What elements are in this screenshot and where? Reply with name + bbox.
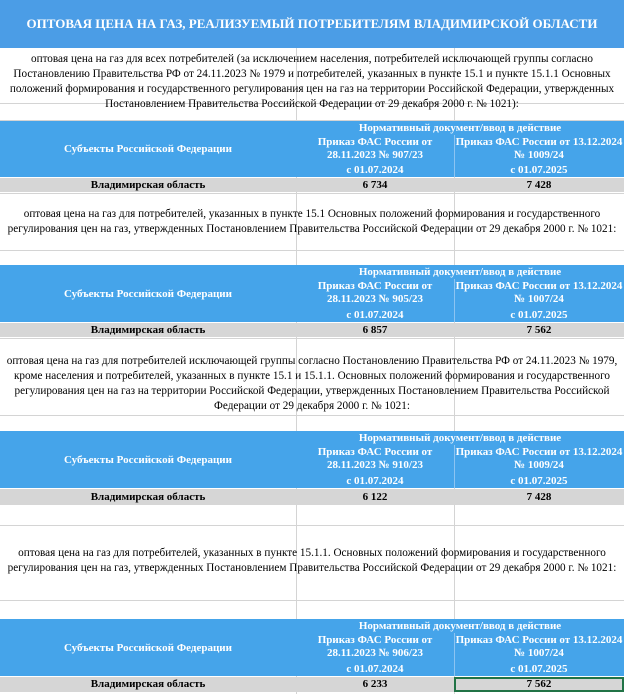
table-header — [0, 431, 624, 488]
subjects-header: Субъекты Российской Федерации — [64, 287, 232, 300]
region-cell[interactable]: Владимирская область — [90, 324, 206, 336]
page-title: ОПТОВАЯ ЦЕНА НА ГАЗ, РЕАЛИЗУЕМЫЙ ПОТРЕБИТЕЛЯМ ВЛАДИМИРСКОЙ ОБЛАСТИ — [0, 0, 624, 48]
region-cell[interactable]: Владимирская область — [90, 678, 206, 690]
grid-line — [0, 193, 624, 194]
table-header — [0, 619, 624, 676]
order-col1: Приказ ФАС России от 28.11.2023 № 905/23 — [317, 280, 433, 305]
normative-header: Нормативный документ/ввод в действие — [358, 620, 562, 632]
date-col2: с 01.07.2025 — [510, 475, 568, 487]
price-cell-2024[interactable]: 6 122 — [362, 491, 388, 503]
grid-line — [0, 600, 624, 601]
normative-header: Нормативный документ/ввод в действие — [358, 266, 562, 278]
date-col2: с 01.07.2025 — [510, 164, 568, 176]
date-col2: с 01.07.2025 — [510, 663, 568, 675]
section-description: оптовая цена на газ для потребителей исключающей группы согласно Постановлению Правительства РФ от 24.11.2023 № 1979, кроме населения и потребителей, указанных в пункте 15.1 и 15.1.1. Основных положений формирования и государственного регулирования цен на газ на территории Российской Федерации, утвержденных Постановлением Правительства Российской Федерации от 29 декабря 2000 г. № 1021: — [6, 355, 618, 412]
order-col2: Приказ ФАС России от 13.12.2024 № 1009/24 — [455, 136, 623, 161]
date-col1: с 01.07.2024 — [346, 663, 404, 675]
normative-header: Нормативный документ/ввод в действие — [358, 122, 562, 134]
order-col2: Приказ ФАС России от 13.12.2024 № 1009/24 — [455, 446, 623, 471]
date-col1: с 01.07.2024 — [346, 309, 404, 321]
order-col1: Приказ ФАС России от 28.11.2023 № 907/23 — [317, 136, 433, 161]
price-cell-2025[interactable]: 7 562 — [526, 324, 552, 336]
order-col1: Приказ ФАС России от 28.11.2023 № 906/23 — [317, 634, 433, 659]
region-cell[interactable]: Владимирская область — [90, 491, 206, 503]
table-header — [0, 265, 624, 322]
subjects-header: Субъекты Российской Федерации — [64, 641, 232, 654]
table-row[interactable] — [0, 178, 624, 192]
price-cell-2024[interactable]: 6 857 — [362, 324, 388, 336]
subjects-header: Субъекты Российской Федерации — [64, 143, 232, 155]
grid-line — [0, 415, 624, 416]
price-cell-2024[interactable]: 6 734 — [362, 179, 388, 191]
price-cell-2025[interactable]: 7 428 — [526, 491, 552, 503]
price-cell-2025[interactable]: 7 428 — [526, 179, 552, 191]
table-row[interactable] — [0, 677, 624, 692]
table-row[interactable] — [0, 489, 624, 505]
region-cell[interactable]: Владимирская область — [90, 179, 206, 191]
section-description: оптовая цена на газ для потребителей, указанных в пункте 15.1.1. Основных положений формирования и государственного регулирования цен на газ, утвержденных Постановлением Правительства Российской Федерации от 29 декабря 2000 г. № 1021: — [7, 547, 617, 574]
grid-line — [0, 525, 624, 526]
table-header — [0, 121, 624, 177]
normative-header: Нормативный документ/ввод в действие — [358, 432, 562, 444]
grid-line — [0, 250, 624, 251]
order-col2: Приказ ФАС России от 13.12.2024 № 1007/24 — [455, 280, 623, 305]
table-row[interactable] — [0, 323, 624, 337]
date-col1: с 01.07.2024 — [346, 475, 404, 487]
price-cell-2025[interactable]: 7 562 — [454, 677, 624, 692]
section-description: оптовая цена на газ для потребителей, указанных в пункте 15.1 Основных положений формирования и государственного регулирования цен на газ, утвержденных Постановлением Правительства Российской Федерации от 29 декабря 2000 г. № 1021: — [7, 208, 617, 235]
order-col1: Приказ ФАС России от 28.11.2023 № 910/23 — [317, 446, 433, 471]
subjects-header: Субъекты Российской Федерации — [64, 453, 232, 466]
date-col2: с 01.07.2025 — [510, 309, 568, 321]
section-description: оптовая цена на газ для всех потребителей (за исключением населения, потребителей исключающей группы согласно Постановлению Правительства РФ от 24.11.2023 № 1979 и потребителей, указанных в пункте 15.1 и пункте 15.1.1 Основных положений формирования и государственного регулирования цен на газ на территории Российской Федерации, утвержденных Постановлением Правительства Российской Федерации от 29 декабря 2000 г. № 1021): — [9, 53, 615, 110]
order-col2: Приказ ФАС России от 13.12.2024 № 1007/24 — [455, 634, 623, 659]
price-cell-2024[interactable]: 6 233 — [362, 678, 388, 690]
grid-line — [0, 338, 624, 339]
date-col1: с 01.07.2024 — [346, 164, 404, 176]
